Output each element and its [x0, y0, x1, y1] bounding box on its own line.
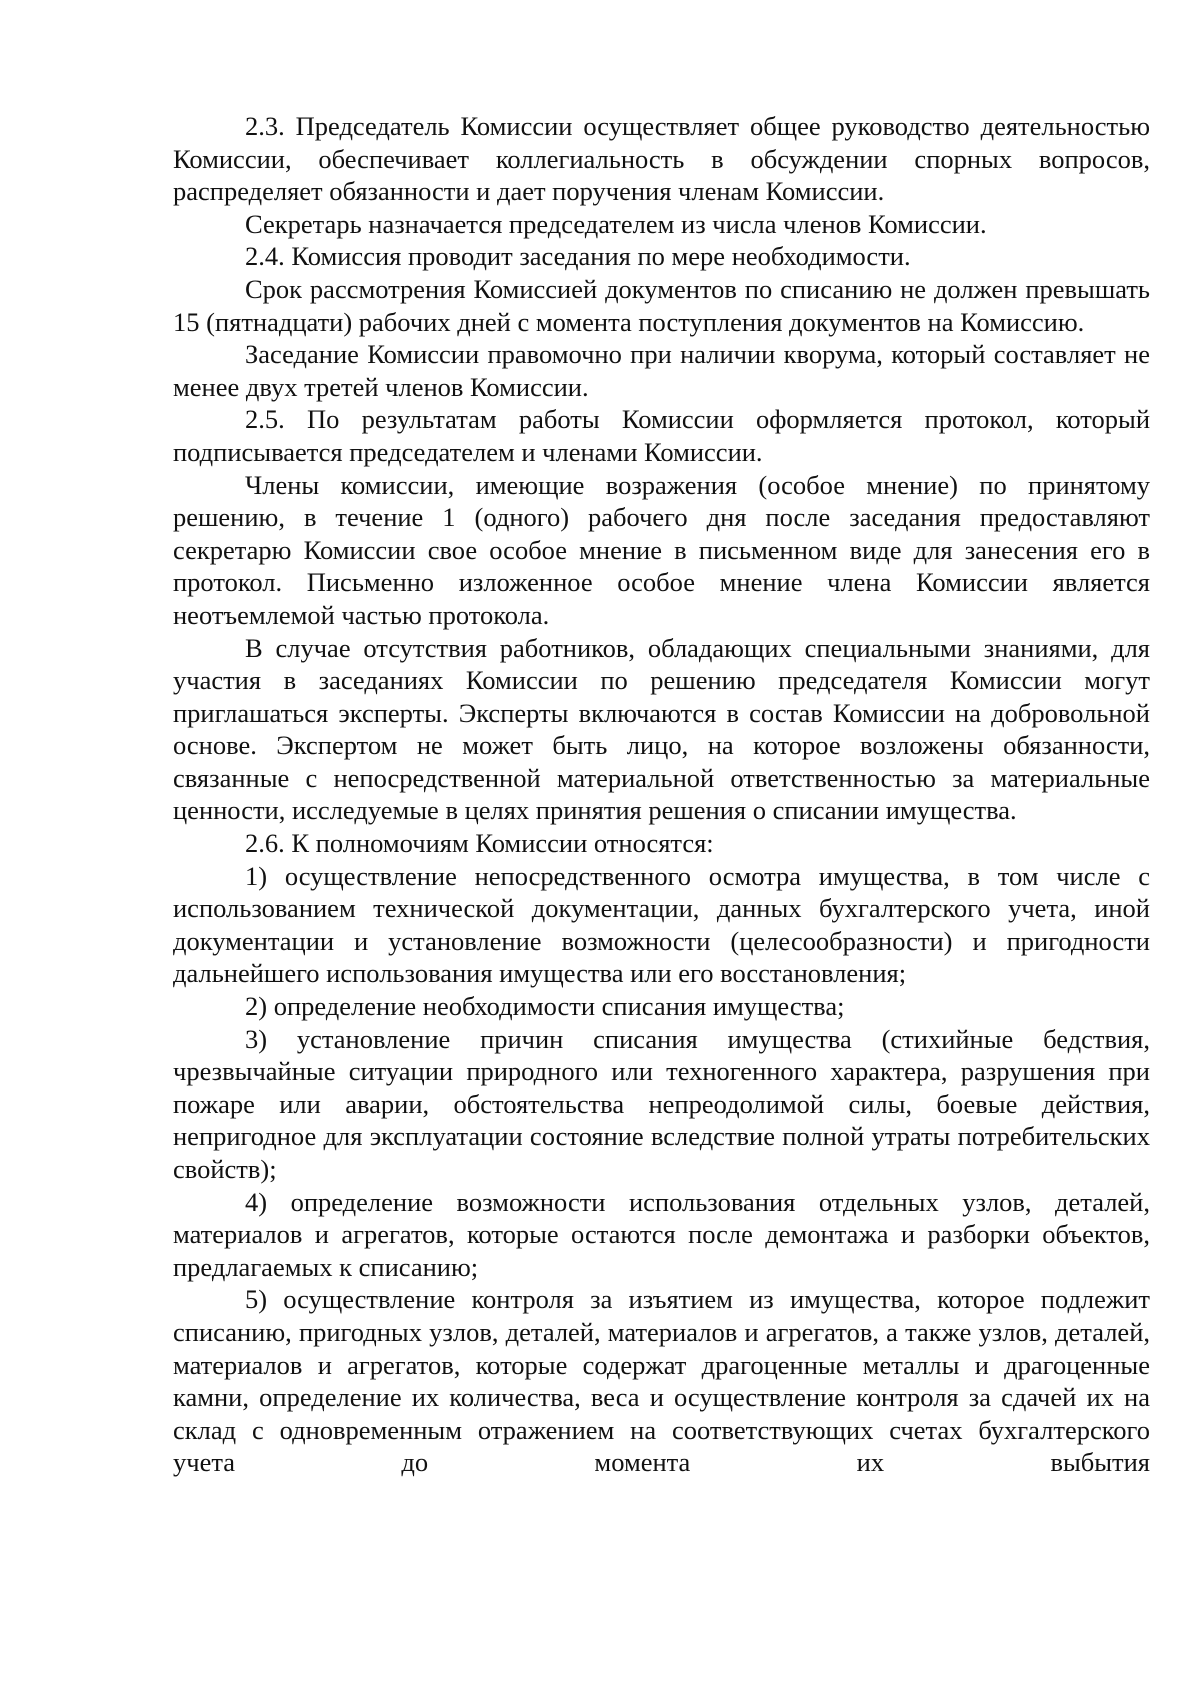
paragraph-quorum: Заседание Комиссии правомочно при наличии кворума, который составляет не менее двух третей членов Комиссии.	[173, 339, 1150, 402]
paragraph-dissent: Члены комиссии, имеющие возражения (особое мнение) по принятому решению, в течение 1 (одного) рабочего дня после заседания предоставляют секретарю Комиссии свое особое мнение в письменном виде для занесения его в протокол. Письменно изложенное особое мнение члена Комиссии является неотъемлемой частью протокола.	[173, 469, 1150, 630]
paragraph-2-3: 2.3. Председатель Комиссии осуществляет общее руководство деятельностью Комиссии, обеспечивает коллегиальность в обсуждении спорных вопросов, распределяет обязанности и дает поручения членам Комиссии.	[173, 111, 1150, 207]
list-item-1: 1) осуществление непосредственного осмотра имущества, в том числе с использованием технической документации, данных бухгалтерского учета, иной документации и установление возможности (целесообразности) и пригодности дальнейшего использования имущества или его восстановления;	[173, 860, 1150, 989]
list-item-3: 3) установление причин списания имущества (стихийные бедствия, чрезвычайные ситуации природного или техногенного характера, разрушения при пожаре или аварии, обстоятельства непреодолимой силы, боевые действия, непригодное для эксплуатации состояние вследствие полной утраты потребительских свойств);	[173, 1023, 1150, 1184]
document-page	[173, 110, 1150, 1479]
paragraph-2-5: 2.5. По результатам работы Комиссии оформляется протокол, который подписывается председателем и членами Комиссии.	[173, 404, 1150, 467]
list-item-5: 5) осуществление контроля за изъятием из имущества, которое подлежит списанию, пригодных узлов, деталей, материалов и агрегатов, а также узлов, деталей, материалов и агрегатов, которые содержат драгоценные металлы и драгоценные камни, определение их количества, веса и осуществление контроля за сдачей их на склад с одновременным отражением на соответствующих счетах бухгалтерского учета до момента их выбытия	[173, 1284, 1150, 1478]
paragraph-review-term: Срок рассмотрения Комиссией документов по списанию не должен превышать 15 (пятнадцати) рабочих дней с момента поступления документов на Комиссию.	[173, 273, 1150, 337]
list-item-2: 2) определение необходимости списания имущества;	[245, 991, 845, 1022]
paragraph-2-6: 2.6. К полномочиям Комиссии относятся:	[245, 828, 714, 859]
paragraph-experts: В случае отсутствия работников, обладающих специальными знаниями, для участия в заседаниях Комиссии по решению председателя Комиссии могут приглашаться эксперты. Эксперты включаются в состав Комиссии на добровольной основе. Экспертом не может быть лицо, на которое возложены обязанности, связанные с непосредственной материальной ответственностью за материальные ценности, исследуемые в целях принятия решения о списании имущества.	[173, 632, 1150, 826]
list-item-4: 4) определение возможности использования отдельных узлов, деталей, материалов и агрегатов, которые остаются после демонтажа и разборки объектов, предлагаемых к списанию;	[173, 1186, 1150, 1282]
paragraph-secretary: Секретарь назначается председателем из числа членов Комиссии.	[245, 208, 987, 239]
paragraph-2-4: 2.4. Комиссия проводит заседания по мере необходимости.	[245, 241, 911, 272]
